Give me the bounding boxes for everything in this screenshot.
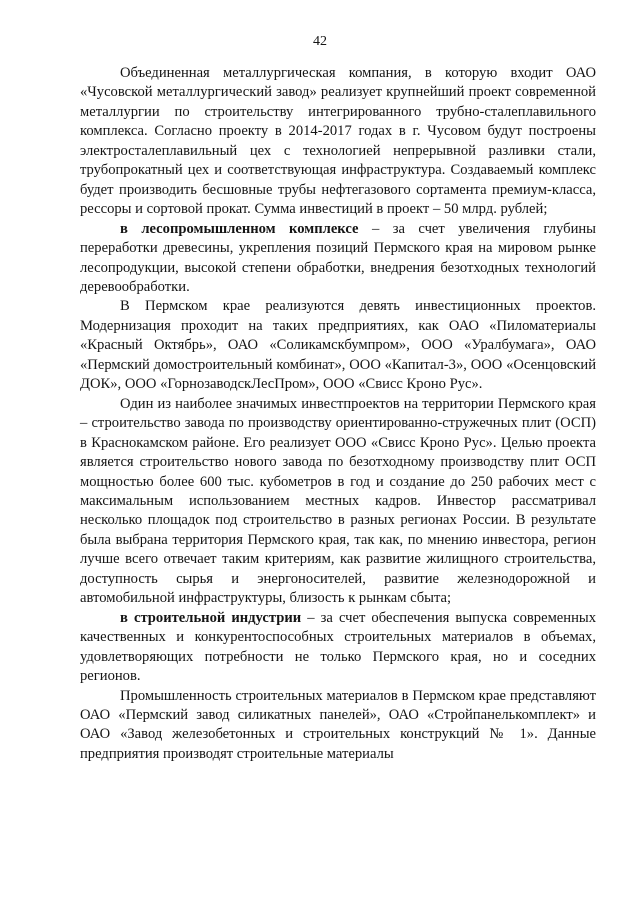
paragraph-text: Объединенная металлургическая компания, в которую входит ОАО «Чусовской металлургический завод» реализует крупнейший проект современной металлургии по строительству интегрированного трубно-сталеплавильного комплекса. Согласно проекту в 2014-2017 годах в г. Чусовом будут построены электросталеплавильный цех с технологией непрерывной разливки стали, трубопрокатный цех и соответствующая инфраструктура. Создаваемый комплекс будет производить бесшовные трубы нефтегазового сортамента премиум-класса, рессоры и сортовой прокат. Сумма инвестиций в проект – 50 млрд. рублей; (80, 65, 596, 218)
paragraph-text: Один из наиболее значимых инвестпроектов на территории Пермского края – строительство завода по производству ориентированно-стружечных плит (ОСП) в Краснокамском районе. Его реализует ООО «Свисс Кроно Рус». Целью проекта является строительство нового завода по безотходному производству плит ОСП мощностью более 600 тыс. кубометров в год и создание до 250 рабочих мест с максимальным использованием местных кадров. Инвестор рассматривал несколько площадок под строительство в разных регионах России. В результате была выбрана территория Пермского края, так как, по мнению инвестора, регион лучше всего отвечает таким критериям, как развитие жилищного строительства, доступность сырья и энергоносителей, развитие железнодорожной и автомобильной инфраструктуры, близость к рынкам сбыта; (80, 395, 596, 607)
paragraph-construction-industry (80, 609, 596, 687)
paragraph-timber-projects (80, 297, 596, 394)
paragraph-text: В Пермском крае реализуются девять инвестиционных проектов. Модернизация проходит на таких предприятиях, как ОАО «Пиломатериалы «Красный Октябрь», ОАО «Соликамскбумпром», ООО «Уралбумага», ОАО «Пермский домостроительный комбинат», ООО «Капитал-3», ООО «Осенцовский ДОК», ООО «ГорнозаводскЛесПром», ООО «Свисс Кроно Рус». (80, 298, 596, 393)
paragraph-osb-plant (80, 395, 596, 609)
paragraph-lead: в лесопромышленном комплексе (120, 220, 359, 237)
paragraph-metallurgy (80, 64, 596, 220)
paragraph-timber-industry (80, 220, 596, 298)
paragraph-text: Промышленность строительных материалов в Пермском крае представляют ОАО «Пермский завод силикатных панелей», ОАО «Стройпанелькомплект» и ОАО «Завод железобетонных и строительных конструкций № 1». Данные предприятия производят строительные материалы (80, 687, 596, 762)
paragraph-text: – за счет увеличения глубины переработки древесины, укрепления позиций Пермского края на мировом рынке лесопродукции, высокой степени обработки, внедрения безотходных технологий деревообработки. (80, 220, 596, 295)
document-body (80, 64, 596, 764)
paragraph-text: – за счет обеспечения выпуска современных качественных и конкурентоспособных строительных материалов в объемах, удовлетворяющих потребности не только Пермского края, но и соседних регионов. (80, 609, 597, 685)
paragraph-lead: в строительной индустрии (120, 609, 302, 626)
paragraph-building-materials (80, 687, 596, 765)
page-number: 42 (313, 34, 327, 49)
